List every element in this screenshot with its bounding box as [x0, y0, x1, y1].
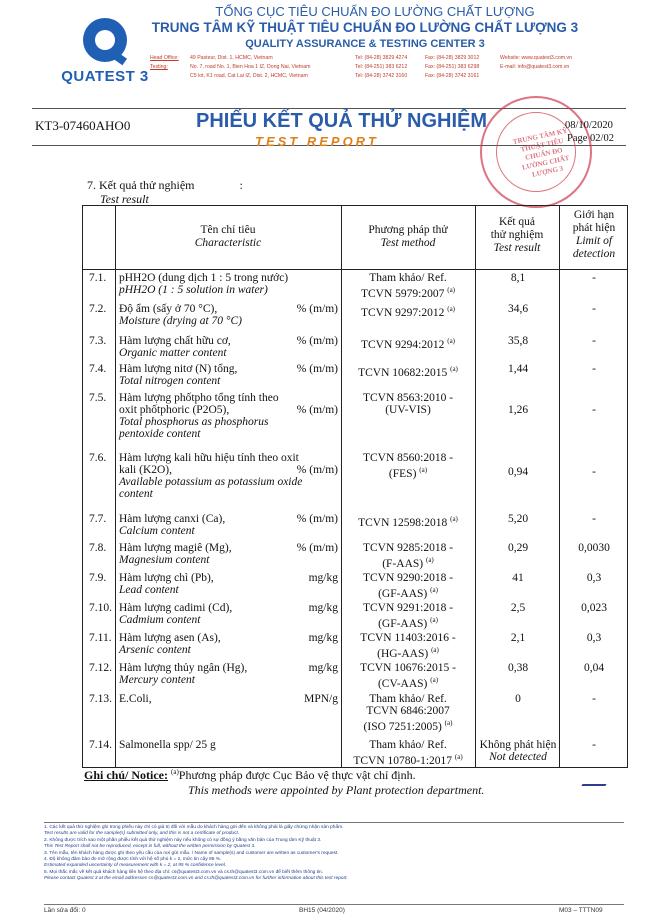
address-row: Testing: No. 7, road No. 1, Bien Hoa 1 IZ, Dong Nai, Vietnam Tel: (84-251) 383 6212 Fax: (84-251) 383 6298 E-mail: info@quatest3.com.vn	[150, 64, 570, 70]
address-row: C5 lot, K1 road, Cat Lai IZ, Dist. 2, HCMC, Vietnam Tel: (84-28) 3742 3160 Fax: (84-28) 3742 3161	[190, 73, 480, 79]
stamp-text: TRUNG TÂM KỸ THUẬT TIÊU CHUẨN ĐO LƯỜNG CHẤT LƯỢNG 3	[512, 126, 571, 179]
bottom-bar	[44, 904, 624, 914]
col-header-method: Phương pháp thử Test method	[368, 224, 448, 249]
org-name-en: QUALITY ASSURANCE & TESTING CENTER 3	[245, 38, 485, 50]
col-header-characteristic: Tên chỉ tiêu Characteristic	[194, 224, 262, 249]
report-title-en: TEST REPORT	[255, 134, 379, 149]
section-title-en: Test result	[100, 192, 149, 206]
address-block	[150, 54, 630, 81]
col-header-lod: Giới hạn phát hiện Limit of detection	[572, 209, 616, 260]
form-code: BH15 (04/2020)	[299, 907, 345, 914]
report-date: 08/10/2020	[565, 120, 613, 131]
results-table: Tên chỉ tiêu Characteristic Phương pháp thử Test method Kết quả thử nghiệm Test result Giới hạn phát hiện Limit of detection 7.1. pHH2O (dung dịch 1 : 5 trong nước) pHH2O (1 : 5 solution in water) Tham khảo/ Ref. TCVN 5979:2007 $^{(a)}$ 8,1 - 7.2. Độ ẩm (sấy ở 70 °C), Moisture (drying at 70 °C) % (m/m) TCVN 9297:2012 $^{(a)}$ 34,6 - 7.3. Hàm lượng chất hữu cơ, Organic matter content % (m/m) TCVN 9294:2012 $^{(a)}$ 35,8 - 7.4. Hàm lượng nitơ (N) tổng, Total nitrogen content % (m/m) TCVN 10682:2015 $^{(a)}$ 1,44 - 7.5. Hàm lượng phốtpho tổng tính theo oxit phốtphoric (P2O5), Total phosphorus as phosphorus pentoxide content % (m/m) TCVN 8563:2010 - (UV-VIS) 1,26 - 7.6. Hàm lượng kali hữu hiệu tính theo oxit kali (K2O), Available potassium as potassium oxide content % (m/m) TCVN 8560:2018 - (FES) $^{(a)}$ 0,94 - 7.7. Hàm lượng canxi (Ca), Calcium content % (m/m) TCVN 12598:2018 $^{(a)}$ 5,20 - 7.8. Hàm lượng magiê (Mg), Magnesium content % (m/m) TCVN 9285:2018 - (F-AAS) $^{(a)}$ 0,29 0,0030 7.9. Hàm lượng chì (Pb), Lead content mg/kg TCVN 9290:2018 - (GF-AAS) $^{(a)}$ 41 0,3 7.10. Hàm lượng cadimi (Cd), Cadmium content mg/kg TCVN 9291:2018 - (GF-AAS) $^{(a)}$ 2,5 0,023 7.11. Hàm lượng asen (As), Arsenic content mg/kg TCVN 11403:2016 - (HG-AAS) $^{(a)}$ 2,1 0,3 7.12. Hàm lượng thủy ngân (Hg), Mercury content mg/kg TCVN 10676:2015 - (CV-AAS) $^{(a)}$ 0,38 0,04 7.13. E.Coli, MPN/g Tham khảo/ Ref. TCVN 6846:2007 (ISO 7251:2005) $^{(a)}$ 0 - 7.14. Salmonella spp/ 25 g Tham khảo/ Ref. TCVN 10780-1:2017 $^{(a)}$ Không phát hiện Not detected -	[82, 205, 628, 768]
page-number: Page 02/02	[567, 133, 614, 144]
doc-code: M03 – TTTN09	[559, 907, 603, 914]
col-header-result: Kết quả thử nghiệm Test result	[490, 216, 544, 254]
note-line: Ghi chú/ Notice: $^{(a)}$Phương pháp được Cục Bảo vệ thực vật chỉ định.	[84, 768, 416, 782]
section-title: 7. Kết quả thử nghiệm :	[87, 178, 243, 192]
official-stamp	[480, 96, 592, 208]
org-name-vn: TRUNG TÂM KỸ THUẬT TIÊU CHUẨN ĐO LƯỜNG CHẤT LƯỢNG 3	[151, 20, 579, 35]
org-parent: TỔNG CỤC TIÊU CHUẨN ĐO LƯỜNG CHẤT LƯỢNG	[215, 4, 535, 19]
quatest-logo	[60, 18, 150, 90]
table-row: 7.1. pHH2O (dung dịch 1 : 5 trong nước) pHH2O (1 : 5 solution in water) Tham khảo/ Ref. TCVN 5979:2007 $^{(a)}$ 8,1 -	[89, 272, 596, 300]
report-title-vn: PHIẾU KẾT QUẢ THỬ NGHIỆM	[196, 110, 488, 132]
logo-text: QUATEST 3	[61, 68, 149, 85]
signature-mark	[581, 770, 614, 786]
note-line-en: This methods were appointed by Plant protection department.	[188, 783, 485, 797]
report-code: KT3-07460AHO0	[35, 118, 131, 133]
edition: Lần sửa đổi: 0	[44, 907, 86, 914]
address-row: Head Office: 49 Pasteur, Dist. 1, HCMC, Vietnam Tel: (84-28) 3829 4274 Fax: (84-28) 3829 3012 Website: www.quatest3.com.vn	[150, 55, 572, 61]
report-header	[0, 0, 650, 108]
footer-notes: 1. Các kết quả thử nghiệm ghi trong phiếu này chỉ có giá trị đối với mẫu do khách hàng gửi đến và không phải là giấy chứng nhận sản phẩm. Test results are valid for the sample(s) submitted only, and this is not a certificate of product. 2. Không được trích sao một phần phiếu kết quả thử nghiệm này nếu không có sự đồng ý bằng văn bản của Trung tâm Kỹ thuật 3. This Test Report shall not be reproduced, except in full, without the written permission by Quatest 3. 3. Tên mẫu, tên khách hàng được ghi theo yêu cầu của nơi gửi mẫu. / Name of sample(s) and customer are written as customer's request. 4. Độ không đảm bảo đo mở rộng được tính với hệ số phủ k = 2, mức tin cậy 95 %. Estimated expanded uncertainty of measurement with k = 2, at 95 % confidence level. 5. Mọi thắc mắc về kết quả khách hàng liên hệ theo địa chỉ: cs@quatest3.com.vn và cs.th@quatest3.com.vn để biết thêm thông tin. Please contact Quatest 3 at the email addresses cs@quatest3.com.vn and cs.th@quatest3.com.vn for further information about this test report.	[44, 822, 624, 883]
